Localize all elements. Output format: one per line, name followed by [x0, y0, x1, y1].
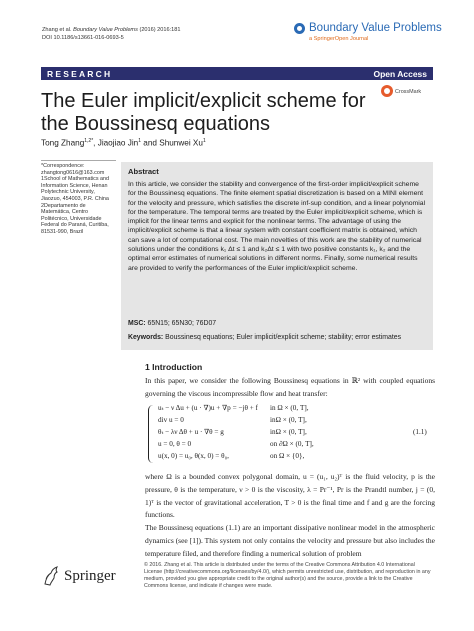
equation-row: u = 0, θ = 0 — [158, 440, 192, 448]
equation-condition: on ∂Ω × (0, T], — [270, 440, 314, 448]
running-header — [42, 26, 181, 42]
author-affiliation: 1,2* — [84, 138, 94, 144]
header-doi: DOI 10.1186/s13661-016-0693-5 — [42, 35, 124, 41]
springer-horse-icon — [42, 566, 60, 586]
msc-label: MSC: — [128, 320, 146, 327]
equation-condition: on Ω × {0}, — [270, 452, 305, 460]
header-citation: (2016) 2016:181 — [139, 27, 181, 33]
crossmark-icon — [381, 85, 393, 97]
msc-line — [128, 320, 216, 327]
crossmark-button[interactable] — [371, 85, 433, 103]
equation-condition: inΩ × (0, T], — [270, 416, 307, 424]
equation-row: uₜ − ν Δu + (u · ∇)u + ∇p = −jθ + f — [158, 404, 258, 412]
paragraph: where Ω is a bounded convex polygonal domain, u = (u₁, u₂)ᵀ is the fluid velocity, p is the pressure, θ is the temperature, ν > 0 is the viscosity, λ = Pr⁻¹, Pr is the Prandtl number, j = (0, 1)ᵀ is the vector of gravitational acceleration, T > 0 is the final time and f and g are the forcing functions. — [145, 472, 435, 520]
journal-name: Boundary Value Problems — [309, 22, 442, 34]
author-name[interactable]: Jiaojiao Jin — [97, 138, 139, 148]
equation-row: div u = 0 — [158, 416, 184, 424]
keywords-label: Keywords: — [128, 334, 164, 341]
equation-row: u(x, 0) = u₀, θ(x, 0) = θ₀, — [158, 452, 229, 460]
journal-logo-icon — [294, 23, 305, 34]
paragraph: The Boussinesq equations (1.1) are an important dissipative nonlinear model in the atmospheric dynamics (see [1]). This system not only contains the velocity and pressure but also includes the temperature filed, and therefore finding a numerical solution of problem — [145, 523, 435, 558]
article-type-label: RESEARCH — [47, 68, 113, 79]
affiliation-1: 1School of Mathematics and Information Science, Henan Polytechnic University, Jiaozuo, 454003, P.R. China — [41, 176, 110, 202]
correspondence-sidebar — [41, 160, 116, 236]
keywords-value: Boussinesq equations; Euler implicit/explicit scheme; stability; error estimates — [165, 334, 402, 341]
abstract-heading: Abstract — [128, 167, 159, 176]
springer-wordmark: Springer — [64, 568, 116, 584]
journal-logo[interactable] — [294, 22, 444, 44]
keywords-line — [128, 333, 426, 342]
author-list: Tong Zhang$^{1,2*}$, Jiaojiao Jin$^1$ and Shunwei Xu$^1$ — [41, 138, 206, 148]
author-name[interactable]: Tong Zhang — [41, 138, 85, 148]
open-access-label: Open Access — [373, 68, 427, 79]
journal-subtitle: a SpringerOpen Journal — [309, 36, 369, 42]
equation-number: (1.1) — [413, 428, 427, 436]
paragraph: In this paper, we consider the following Boussinesq equations in ℝ² with coupled equations governing the viscous incompressible flow and heat transfer: — [145, 376, 435, 398]
author-name[interactable]: Shunwei Xu — [159, 138, 203, 148]
correspondence-label: *Correspondence: — [41, 163, 85, 169]
equation-1-1 — [145, 403, 435, 466]
license-text: © 2016. Zhang et al. This article is distributed under the terms of the Creative Commons Attribution 4.0 International License (http://creativecommons.org/licenses/by/4.0/), which permits unrestricted use, distribution, and reproduction in any medium, provided you give appropriate credit to the original author(s) and the source, provide a link to the Creative Commons license, and indicate if changes were made. — [144, 562, 431, 589]
equation-condition: inΩ × (0, T], — [270, 428, 307, 436]
crossmark-label: CrossMark — [395, 89, 422, 95]
abstract-box — [121, 162, 433, 350]
affiliation-2: 2Departamento de Matemática, Centro Politécnico, Universidade Federal do Paraná, Curitiba, 81531-990, Brazil — [41, 202, 109, 235]
correspondence-email[interactable]: zhangtong0616@163.com — [41, 169, 105, 176]
springer-logo[interactable] — [42, 566, 134, 588]
article-title: The Euler implicit/explicit scheme for the Boussinesq equations — [41, 90, 366, 135]
msc-value: 65N15; 65N30; 76D07 — [147, 320, 217, 327]
equation-brace — [148, 405, 155, 463]
header-journal: Boundary Value Problems — [73, 27, 138, 33]
article-type-band — [41, 67, 433, 80]
abstract-text: In this article, we consider the stability and convergence of the first-order implicit/explicit scheme for the Boussinesq equations. The finite element spatial discretization is based on a MINI element for the velocity and pressure, which satisfies the discrete inf-sup condition, and a linear polynomial for the temperature. The temporal terms are treated by the Euler implicit/explicit scheme, which is implicit for the linear terms and explicit for the nonlinear terms. The advantage of using the implicit/explicit scheme is that a linear system with constant coefficient matrix is obtained, which can save a lot of computational cost. The main novelties of this work are the stability of numerical solutions under the conditions k₁ Δt ≤ 1 and k₂Δt ≤ 1 with two positive constants k₁, k₂ and the optimal error estimates of numerical solutions in different norms. Finally, some numerical results are provided to verify the performances of the Euler implicit/explicit scheme. — [128, 181, 426, 272]
section-heading: 1 Introduction — [145, 362, 203, 372]
equation-row: θₜ − λν Δθ + u · ∇θ = g — [158, 428, 224, 436]
author-affiliation: 1 — [138, 138, 142, 144]
equation-condition: in Ω × (0, T], — [270, 404, 309, 412]
author-affiliation: 1 — [202, 138, 206, 144]
header-authors: Zhang et al. — [42, 27, 72, 33]
